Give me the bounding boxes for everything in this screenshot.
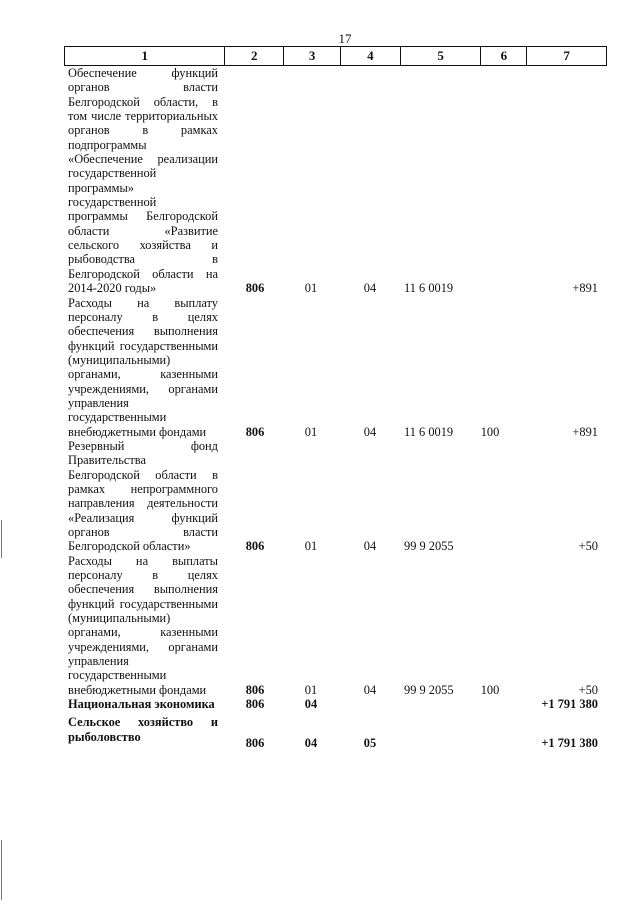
row-amount: +891	[572, 281, 598, 296]
row-amount: +50	[578, 539, 598, 554]
row-rz: 04	[304, 697, 318, 712]
scan-margin-mark	[1, 840, 2, 900]
table-row	[0, 554, 640, 697]
row-description: Сельское хозяйство и рыболовство	[68, 715, 218, 744]
table-row	[0, 715, 640, 750]
row-description: Обеспечение функций органов власти Белгородской области, в том числе территориальных органов в рамках подпрограммы «Обеспечение реализации государственной программы» государственной программы Белгородской области «Развитие сельского хозяйства и рыбоводства в Белгородской области на 2014-2020 годы»	[68, 66, 218, 296]
row-amount: +1 791 380	[541, 735, 598, 750]
page-number: 17	[338, 31, 352, 46]
row-pr: 05	[363, 735, 377, 750]
row-csr: 99 9 2055	[404, 682, 454, 697]
header-col-4: 4	[341, 47, 401, 65]
header-col-6: 6	[481, 47, 527, 65]
row-pr: 04	[363, 682, 377, 697]
row-amount: +891	[572, 424, 598, 439]
row-csr: 11 6 0019	[404, 424, 454, 439]
row-rz: 01	[304, 424, 318, 439]
row-vr: 100	[480, 424, 500, 439]
row-ved: 806	[245, 424, 265, 439]
row-ved: 806	[245, 735, 265, 750]
row-description: Национальная экономика	[68, 697, 215, 712]
table-row	[0, 296, 640, 439]
table-header	[64, 46, 607, 66]
row-ved: 806	[245, 682, 265, 697]
header-col-3: 3	[284, 47, 341, 65]
row-pr: 04	[363, 539, 377, 554]
row-description: Расходы на выплату персоналу в целях обеспечения выполнения функций государственными (муниципальными) органами, казенными учреждениями, органами управления государственными внебюджетными фондами	[68, 295, 218, 439]
row-rz: 04	[304, 735, 318, 750]
row-description: Резервный фонд Правительства Белгородской области в рамках непрограммного направления деятельности «Реализация функций органов власти Белгородской области»	[68, 438, 218, 554]
table-row	[0, 66, 640, 296]
row-csr: 99 9 2055	[404, 539, 454, 554]
budget-table-body	[0, 66, 640, 750]
row-rz: 01	[304, 281, 318, 296]
header-col-2: 2	[225, 47, 284, 65]
scan-margin-mark	[1, 520, 2, 558]
row-rz: 01	[304, 682, 318, 697]
header-col-7: 7	[563, 48, 570, 63]
row-description: Расходы на выплаты персоналу в целях обеспечения выполнения функций государственными (муниципальными) органами, казенными учреждениями, органами управления государственными внебюджетными фондами	[68, 553, 218, 697]
row-amount: +1 791 380	[541, 697, 598, 712]
row-amount: +50	[578, 682, 598, 697]
row-rz: 01	[304, 539, 318, 554]
header-col-5: 5	[401, 47, 482, 65]
table-row	[0, 439, 640, 554]
row-csr: 11 6 0019	[404, 281, 454, 296]
row-ved: 806	[245, 539, 265, 554]
row-pr: 04	[363, 424, 377, 439]
row-ved: 806	[245, 281, 265, 296]
header-col-1: 1	[65, 47, 225, 65]
row-ved: 806	[245, 697, 265, 712]
table-row	[0, 697, 640, 711]
row-pr: 04	[363, 281, 377, 296]
row-vr: 100	[480, 682, 500, 697]
